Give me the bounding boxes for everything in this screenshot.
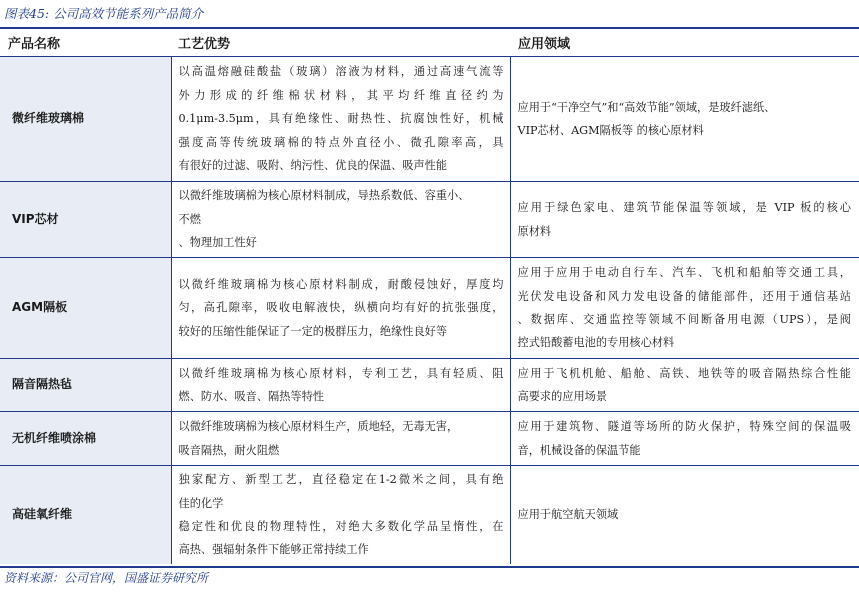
product-name: 无机纤维喷涂棉 [0,412,171,466]
text-line: 应用于飞机机舱、船舱、高铁、地铁等的吸音隔热综合性能 [517,366,851,380]
text-line: 高要求的应用场景 [517,390,608,403]
product-name: VIP芯材 [0,182,171,258]
text-line: 应用于应用于电动自行车、汽车、飞机和船舶等交通工具， [517,266,851,280]
table-row [0,466,859,565]
product-name: 微纤维玻璃棉 [0,57,171,182]
product-name: 隔音隔热毡 [0,359,171,412]
text-line: 有很好的过滤、吸附、纳污性、优良的保温、吸声性能 [178,159,448,173]
process-advantage [171,412,510,466]
text-line: 应用于建筑物、隧道等场所的防火保护，特殊空间的保温吸 [517,420,851,434]
process-advantage [171,182,510,258]
text-line: 以微纤维玻璃棉为核心原材料生产，质地轻，无毒无害， [178,420,459,434]
text-line: 不燃 [178,212,201,226]
header-product-name: 产品名称 [0,29,171,57]
product-name: 高硅氧纤维 [0,466,171,565]
table-row [0,57,859,182]
text-line: 应用于绿色家电、建筑节能保温等领域，是 VIP 板的核心 [517,201,851,215]
text-line: 光伏发电设备和风力发电设备的储能部件，还用于通信基站 [517,289,851,303]
text-line: 以微纤维玻璃棉为核心原材料制成，导热系数低、容重小、 [178,189,470,203]
process-advantage [171,359,510,412]
header-process-advantage: 工艺优势 [171,29,510,57]
text-line: 稳定性和优良的物理特性，对绝大多数化学品呈惰性，在 [178,520,504,533]
text-line: 、物理加工性好 [178,236,257,250]
text-line: 以微纤维玻璃棉为核心原材料，专利工艺，具有轻质、阻 [178,366,504,380]
figure-label: 图表45: [4,6,50,21]
figure-caption [4,3,203,25]
product-table [0,29,859,564]
text-line: VIP芯材、AGM隔板等 的核心原材料 [517,124,704,137]
table-row [0,258,859,359]
header-application-field: 应用领域 [510,29,859,57]
application-field [510,182,859,258]
process-advantage [171,57,510,182]
table-row [0,412,859,466]
figure-title: 公司高效节能系列产品简介 [53,6,204,21]
table-row [0,359,859,412]
text-line: 吸音隔热，耐火阻燃 [178,443,280,457]
bottom-rule [0,566,859,568]
text-line: 控式铅酸蓄电池的专用核心材料 [517,336,675,350]
text-line: 以微纤维玻璃棉为核心原材料制成，耐酸侵蚀好，厚度均 [178,277,504,291]
text-line: 以高温熔融硅酸盐（玻璃）溶液为材料，通过高速气流等 [178,65,504,79]
text-line: 高热、强辐射条件下能够正常持续工作 [178,543,369,557]
application-field [510,412,859,466]
text-line: 、数据库、交通监控等领域不间断备用电源（UPS），是阀 [517,313,851,326]
source-note: 资料来源：公司官网，国盛证券研究所 [4,571,209,585]
application-field [510,359,859,412]
text-line: 原材料 [517,224,552,238]
table-header-row [0,29,859,57]
text-line: 应用于“干净空气”和“高效节能”领域，是玻纤滤纸、 [517,100,776,114]
text-line: 佳的化学 [178,496,224,510]
text-line: 音，机械设备的保温节能 [517,443,641,457]
table-row [0,182,859,258]
text-line: 0.1μm-3.5μm，具有绝缘性、耐热性、抗腐蚀性好，机械 [178,112,504,126]
text-line: 较好的压缩性能保证了一定的极群压力，绝缘性良好等 [178,324,448,338]
process-advantage [171,466,510,565]
text-line: 应用于航空航天领域 [517,508,619,522]
application-field [510,258,859,359]
application-field [510,466,859,565]
text-line: 外力形成的纤维棉状材料，其平均纤维直径约为 [178,88,504,102]
text-line: 强度高等传统玻璃棉的特点外直径小、微孔隙率高，具 [178,135,504,149]
text-line: 燃、防水、吸音、隔热等特性 [178,390,324,403]
text-line: 独家配方、新型工艺，直径稳定在1-2微米之间，具有绝 [178,473,504,487]
product-name: AGM隔板 [0,258,171,359]
process-advantage [171,258,510,359]
application-field [510,57,859,182]
text-line: 匀，高孔隙率，吸收电解液快，纵横向均有好的抗张强度， [178,301,504,315]
